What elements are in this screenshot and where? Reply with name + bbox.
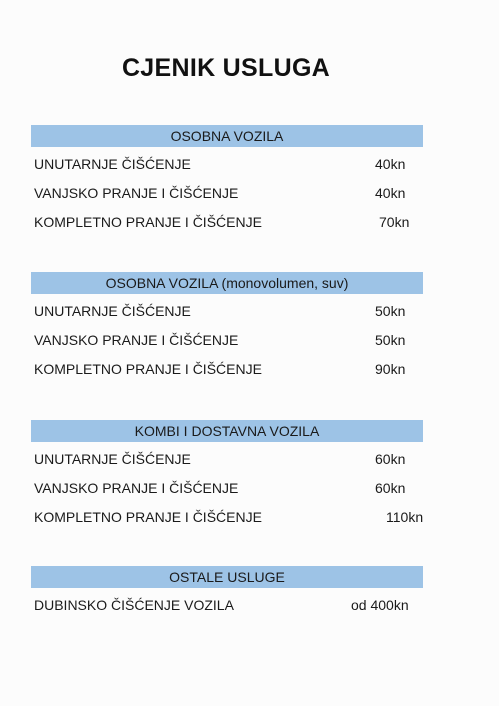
service-label: VANJSKO PRANJE I ČIŠĆENJE	[34, 185, 239, 201]
service-price: od 400kn	[351, 597, 409, 613]
section-header: KOMBI I DOSTAVNA VOZILA	[31, 420, 423, 442]
service-label: UNUTARNJE ČIŠĆENJE	[34, 156, 191, 172]
service-label: VANJSKO PRANJE I ČIŠĆENJE	[34, 332, 239, 348]
service-label: DUBINSKO ČIŠĆENJE VOZILA	[34, 597, 234, 613]
service-price: 50kn	[375, 303, 406, 319]
service-price: 60kn	[375, 480, 406, 496]
service-label: VANJSKO PRANJE I ČIŠĆENJE	[34, 480, 239, 496]
price-row	[31, 504, 423, 533]
service-label: KOMPLETNO PRANJE I ČIŠĆENJE	[34, 214, 262, 230]
section-osobna-vozila	[31, 125, 423, 238]
price-row	[31, 592, 423, 621]
price-row	[31, 327, 423, 356]
price-row	[31, 209, 423, 238]
service-price: 50kn	[375, 332, 406, 348]
service-price: 70kn	[379, 214, 410, 230]
service-price: 110kn	[386, 509, 424, 525]
section-osobna-vozila-monovolumen	[31, 272, 423, 385]
service-price: 60kn	[375, 451, 406, 467]
price-row	[31, 475, 423, 504]
service-label: KOMPLETNO PRANJE I ČIŠĆENJE	[34, 361, 262, 377]
service-label: KOMPLETNO PRANJE I ČIŠĆENJE	[34, 509, 262, 525]
section-header: OSOBNA VOZILA	[31, 125, 423, 147]
price-row	[31, 180, 423, 209]
service-price: 40kn	[375, 156, 406, 172]
price-row	[31, 151, 423, 180]
section-header: OSTALE USLUGE	[31, 566, 423, 588]
section-kombi-dostavna-vozila	[31, 420, 423, 533]
price-row	[31, 298, 423, 327]
service-label: UNUTARNJE ČIŠĆENJE	[34, 303, 191, 319]
page-title: CJENIK USLUGA	[121, 54, 331, 82]
price-row	[31, 446, 423, 475]
service-price: 90kn	[375, 361, 406, 377]
section-header: OSOBNA VOZILA (monovolumen, suv)	[31, 272, 423, 294]
price-row	[31, 356, 423, 385]
service-label: UNUTARNJE ČIŠĆENJE	[34, 451, 191, 467]
service-price: 40kn	[375, 185, 406, 201]
section-ostale-usluge	[31, 566, 423, 621]
